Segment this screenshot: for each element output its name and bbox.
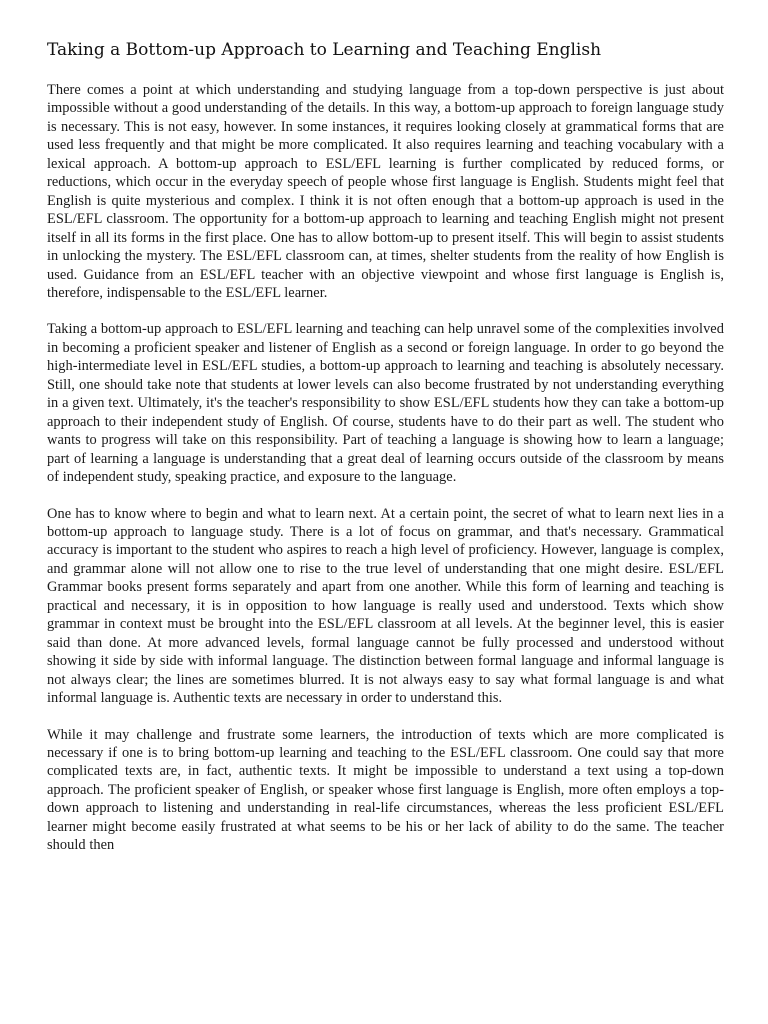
document-body <box>47 81 724 873</box>
body-paragraph: There comes a point at which understanding and studying language from a top-down perspective is just about impossible without a good understanding of the details. In this way, a bottom-up approach to foreign language study is necessary. This is not easy, however. In some instances, it requires looking closely at grammatical forms that are used less frequently and that might be more complicated. It also requires learning and teaching vocabulary with a lexical approach. A bottom-up approach to ESL/EFL learning is further complicated by reduced forms, or reductions, which occur in the everyday speech of people whose first language is English. Students might feel that English is quite mysterious and complex. I think it is not often enough that a bottom-up approach is used in the ESL/EFL classroom. The opportunity for a bottom-up approach to learning and teaching English might not present itself in all its forms in the first place. One has to allow bottom-up to present itself. This will begin to assist students in unlocking the mystery. The ESL/EFL classroom can, at times, shelter students from the reality of how English is used. Guidance from an ESL/EFL teacher with an objective viewpoint and whose first language is English is, therefore, indispensable to the ESL/EFL learner. <box>47 82 724 301</box>
body-paragraph: While it may challenge and frustrate some learners, the introduction of texts which are more complicated is necessary if one is to bring bottom-up learning and teaching to the ESL/EFL classroom. One could say that more complicated texts are, in fact, authentic texts. It might be impossible to understand a text using a top-down approach. The proficient speaker of English, or speaker whose first language is English, more often employs a top-down approach to listening and understanding in real-life circumstances, whereas the less proficient ESL/EFL learner might become easily frustrated at what seems to be his or her lack of ability to do the same. The teacher should then <box>47 726 724 854</box>
document-title: Taking a Bottom-up Approach to Learning and Teaching English <box>47 40 602 60</box>
body-paragraph: Taking a bottom-up approach to ESL/EFL learning and teaching can help unravel some of the complexities involved in becoming a proficient speaker and listener of English as a second or foreign language. In order to go beyond the high-intermediate level in ESL/EFL studies, a bottom-up approach to learning and teaching is absolutely necessary. Still, one should take note that students at lower levels can also become frustrated by not understanding everything in a given text. Ultimately, it's the teacher's responsibility to show ESL/EFL students how they can take a bottom-up approach to their independent study of English. Of course, students have to do their part as well. The student who wants to progress will take on this responsibility. Part of teaching a language is showing how to learn a language; part of learning a language is understanding that a great deal of learning occurs outside of the classroom by means of independent study, speaking practice, and exposure to the language. <box>47 321 724 486</box>
body-paragraph: One has to know where to begin and what to learn next. At a certain point, the secret of what to learn next lies in a bottom-up approach to language study. There is a lot of focus on grammar, and that's necessary. Grammatical accuracy is important to the student who aspires to reach a high level of proficiency. However, language is complex, and grammar alone will not allow one to rise to the true level of understanding that one might desire. ESL/EFL Grammar books present forms separately and apart from one another. While this form of learning and teaching is practical and necessary, it is in opposition to how language is really used and understood. Texts which show grammar in context must be brought into the ESL/EFL classroom at all levels. At the beginner level, this is easier said than done. At more advanced levels, formal language cannot be fully processed and understood without showing it side by side with informal language. The distinction between formal language and informal language is not always clear; the lines are sometimes blurred. It is not always easy to say what formal language is and what informal language is. Authentic texts are necessary in order to understand this. <box>47 505 724 707</box>
